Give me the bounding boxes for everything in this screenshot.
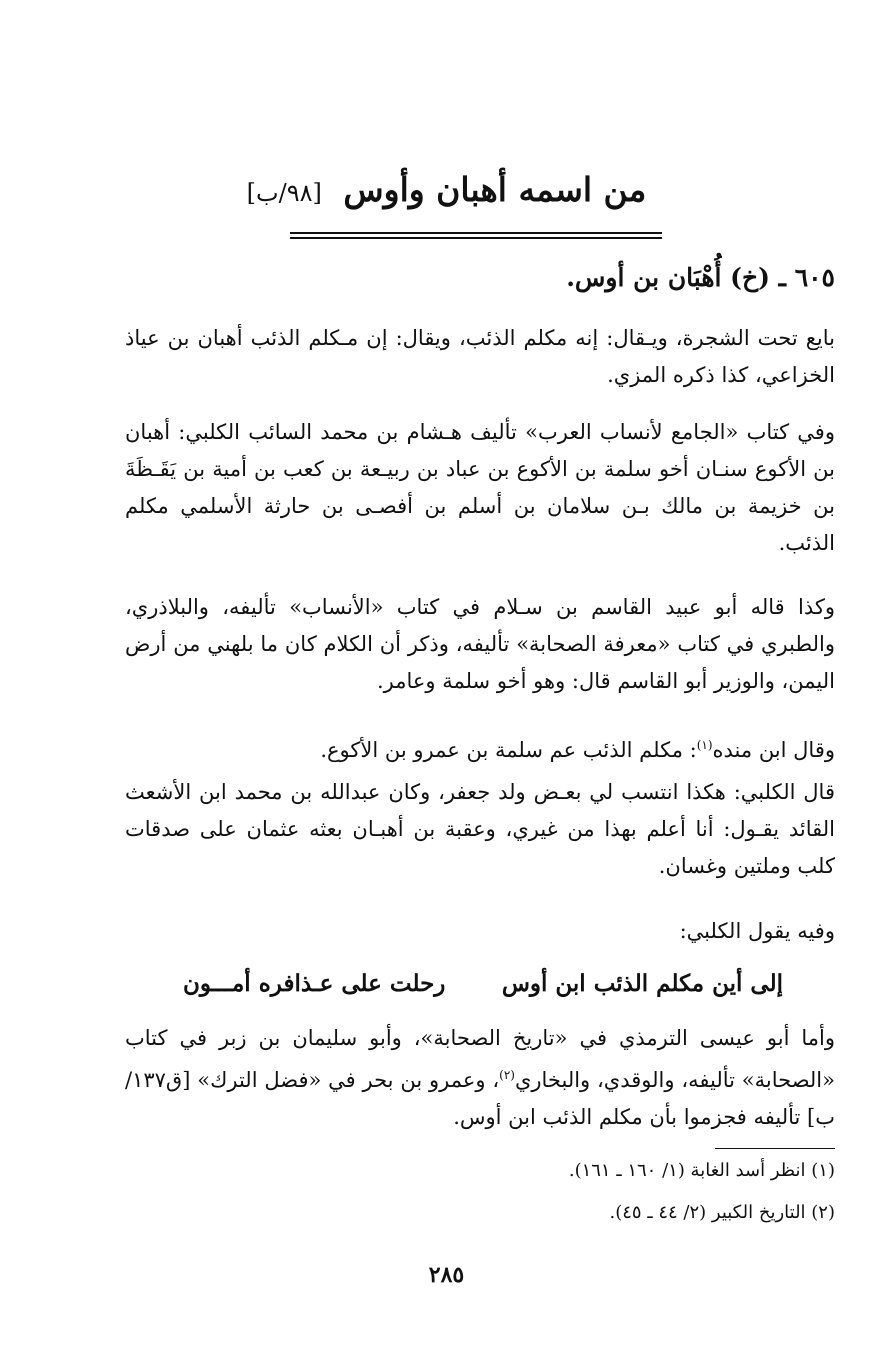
footnote-marker-2: (٢) (499, 1068, 515, 1082)
chapter-title-text: من اسمه أهبان وأوس (343, 170, 647, 209)
paragraph-3: وكذا قاله أبو عبيد القاسم بن سـلام في كتاب «الأنساب» تأليفه، والبلاذري، والطبري في كتاب «معرفة الصحابة» تأليفه، وذكر أن الكلام كان ما بلهني من أرض اليمن، والوزير أبو القاسم قال: وهو أخو سلمة وعامر. (125, 595, 835, 693)
verse-first-hemistich: إلى أين مكلم الذئب ابن أوس (501, 970, 783, 997)
footnote-1: (١) انظر أسد الغابة (١/ ١٦٠ ـ ١٦١). (568, 1160, 835, 1181)
verse-second-hemistich: رحلت على عـذافره أمـــون (183, 970, 446, 997)
entry-heading: ٦٠٥ ـ (خ) أُهْبَان بن أوس. (566, 263, 835, 292)
paragraph-6: وفيه يقول الكلبي: (679, 919, 835, 943)
footnote-2: (٢) التاريخ الكبير (٢/ ٤٤ ـ ٤٥). (609, 1202, 835, 1223)
title-underline-second (290, 237, 662, 239)
poetry-verse (183, 962, 783, 1006)
title-underline (290, 232, 662, 234)
footnote-marker-1: (١) (696, 738, 713, 752)
paragraph-7 (125, 1020, 835, 1136)
paragraph-4-text-end: : مكلم الذئب عم سلمة بن عمرو بن الأكوع. (320, 738, 697, 762)
footnote-separator (715, 1148, 835, 1149)
paragraph-4 (125, 727, 835, 769)
paragraph-4-text-start: وقال ابن منده (712, 738, 835, 762)
paragraph-1: بايع تحت الشجرة، ويـقال: إنه مكلم الذئب، ويقال: إن مـكلم الذئب أهبان بن عياذ الخزاعي، كذا ذكره المزي. (125, 326, 835, 387)
paragraph-5: قال الكلبي: هكذا انتسب لي بعـض ولد جعفر، وكان عبدالله بن محمد ابن الأشعث القائد يقـول: أنا أعلم بهذا من غيري، وعقبة بن أهبـان بعثه عثمان على صدقات كلب وملتين وغسان. (125, 780, 835, 878)
chapter-title (0, 168, 893, 215)
paragraph-2: وفي كتاب «الجامع لأنساب العرب» تأليف هـشام بن محمد السائب الكلبي: أهبان بن الأكوع سنـان أخو سلمة بن الأكوع بن عباد بن ربيـعة بن كعب بن أمية بن يَقَـظَةَ بن خزيمة بن مالك بـن سلامان بن أسلم بن أفصـى بن حارثة الأسلمي مكلم الذئب. (125, 420, 835, 555)
manuscript-folio-ref: [٩٨/ب] (246, 179, 322, 207)
paragraph-7-text-end: ، وعمرو بن بحر في «فضل الترك» [ق١٣٧/ب] تأليفه فجزموا بأن مكلم الذئب ابن أوس. (125, 1068, 835, 1129)
paragraph-7-text-start: وأما أبو عيسى الترمذي في «تاريخ الصحابة»، وأبو سليمان بن زبر في كتاب «الصحابة» تأليفه، والوقدي، والبخاري (125, 1026, 835, 1092)
page-number: ٢٨٥ (428, 1262, 465, 1288)
